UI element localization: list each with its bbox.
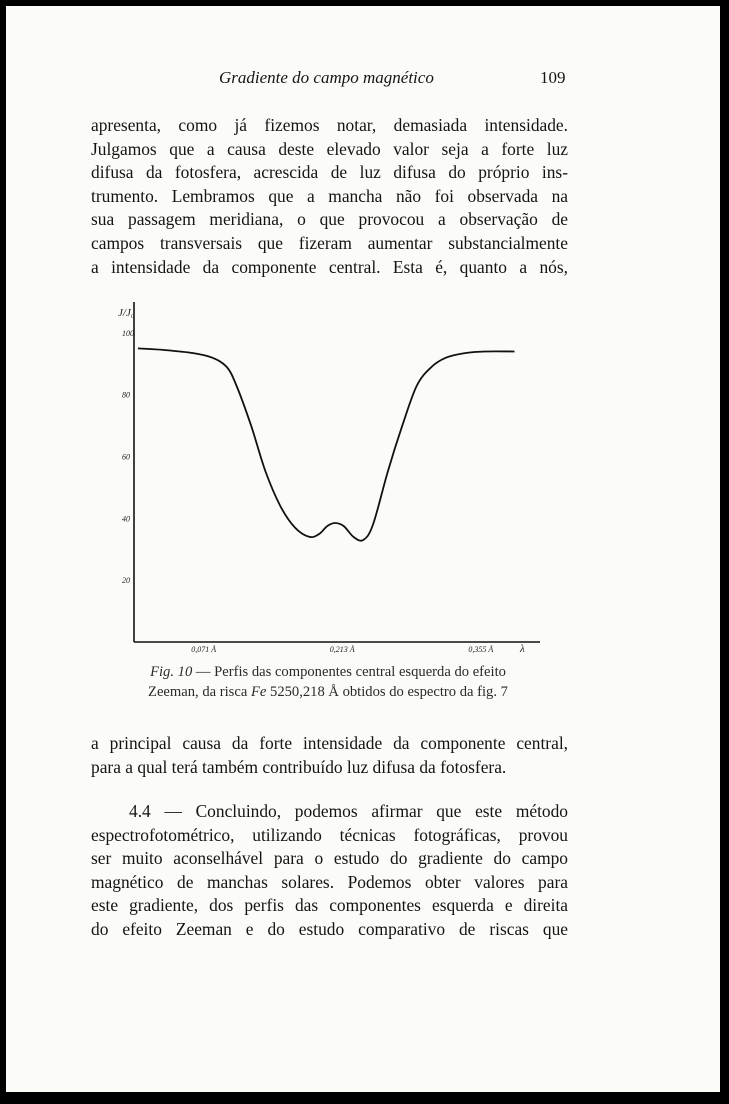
x-axis-label: λ bbox=[520, 643, 525, 655]
caption-line-1 bbox=[88, 662, 568, 682]
paragraph-1 bbox=[91, 114, 568, 279]
text-line: para a qual terá também contribuído luz difusa da fotosfera. bbox=[91, 756, 507, 777]
text-line: a principal causa da forte intensidade da componente central, bbox=[91, 733, 568, 753]
text-line: trumento. Lembramos que a mancha não foi observada na bbox=[91, 185, 568, 206]
text-line: campos transversais que fizeram aumentar substancialmente bbox=[91, 232, 568, 253]
running-title: Gradiente do campo magnético bbox=[219, 68, 434, 87]
text-line: apresenta, como já fizemos notar, demasiada intensidade. bbox=[91, 115, 568, 135]
text-line: 4.4 — Concluindo, podemos afirmar que este método bbox=[129, 801, 568, 821]
y-tick-label: 100 bbox=[122, 328, 134, 338]
caption-text: — Perfis das componentes central esquerda do efeito bbox=[195, 664, 506, 680]
text-line: este gradiente, dos perfis das componentes esquerda e direita bbox=[91, 895, 568, 916]
caption-line-2 bbox=[88, 682, 568, 702]
paragraph-3 bbox=[91, 800, 568, 942]
caption-fig-label: Fig. bbox=[150, 664, 174, 680]
y-axis-label: J/J₀ bbox=[118, 307, 135, 319]
text-line: magnético de manchas solares. Podemos obter valores para bbox=[91, 871, 568, 892]
page-number: 109 bbox=[540, 68, 566, 87]
caption-text: 5250,218 Å obtidos do espectro da fig. 7 bbox=[270, 684, 508, 700]
x-tick-label: 0,355 Å bbox=[468, 645, 494, 654]
figure-10 bbox=[110, 296, 550, 656]
text-line: espectrofotométrico, utilizando técnicas fotográficas, provou bbox=[91, 824, 568, 845]
caption-element: Fe bbox=[250, 684, 267, 700]
text-line: difusa da fotosfera, acrescida de luz difusa do próprio ins- bbox=[91, 162, 568, 183]
y-tick-label: 20 bbox=[122, 576, 130, 586]
book-page bbox=[6, 6, 720, 1092]
y-tick-label: 80 bbox=[122, 390, 130, 400]
running-head bbox=[6, 68, 720, 92]
caption-fig-number: 10 bbox=[177, 664, 193, 680]
y-tick-label: 40 bbox=[122, 514, 130, 524]
text-line: Julgamos que a causa deste elevado valor seja a forte luz bbox=[91, 138, 568, 159]
paragraph-2 bbox=[91, 732, 568, 779]
figure-caption bbox=[88, 662, 568, 702]
text-line: do efeito Zeeman e do estudo comparativo de riscas que bbox=[91, 918, 568, 939]
x-tick-label: 0,213 Å bbox=[329, 645, 355, 654]
text-line: sua passagem meridiana, o que provocou a observação de bbox=[91, 209, 568, 230]
intensity-profile-chart bbox=[110, 296, 550, 656]
x-tick-label: 0,071 Å bbox=[191, 645, 217, 654]
y-tick-label: 60 bbox=[122, 452, 130, 462]
text-line: a intensidade da componente central. Esta é, quanto a nós, bbox=[91, 256, 568, 277]
profile-curve bbox=[138, 348, 515, 540]
caption-text: Zeeman, da risca bbox=[148, 684, 248, 700]
text-line: ser muito aconselhável para o estudo do gradiente do campo bbox=[91, 848, 568, 869]
